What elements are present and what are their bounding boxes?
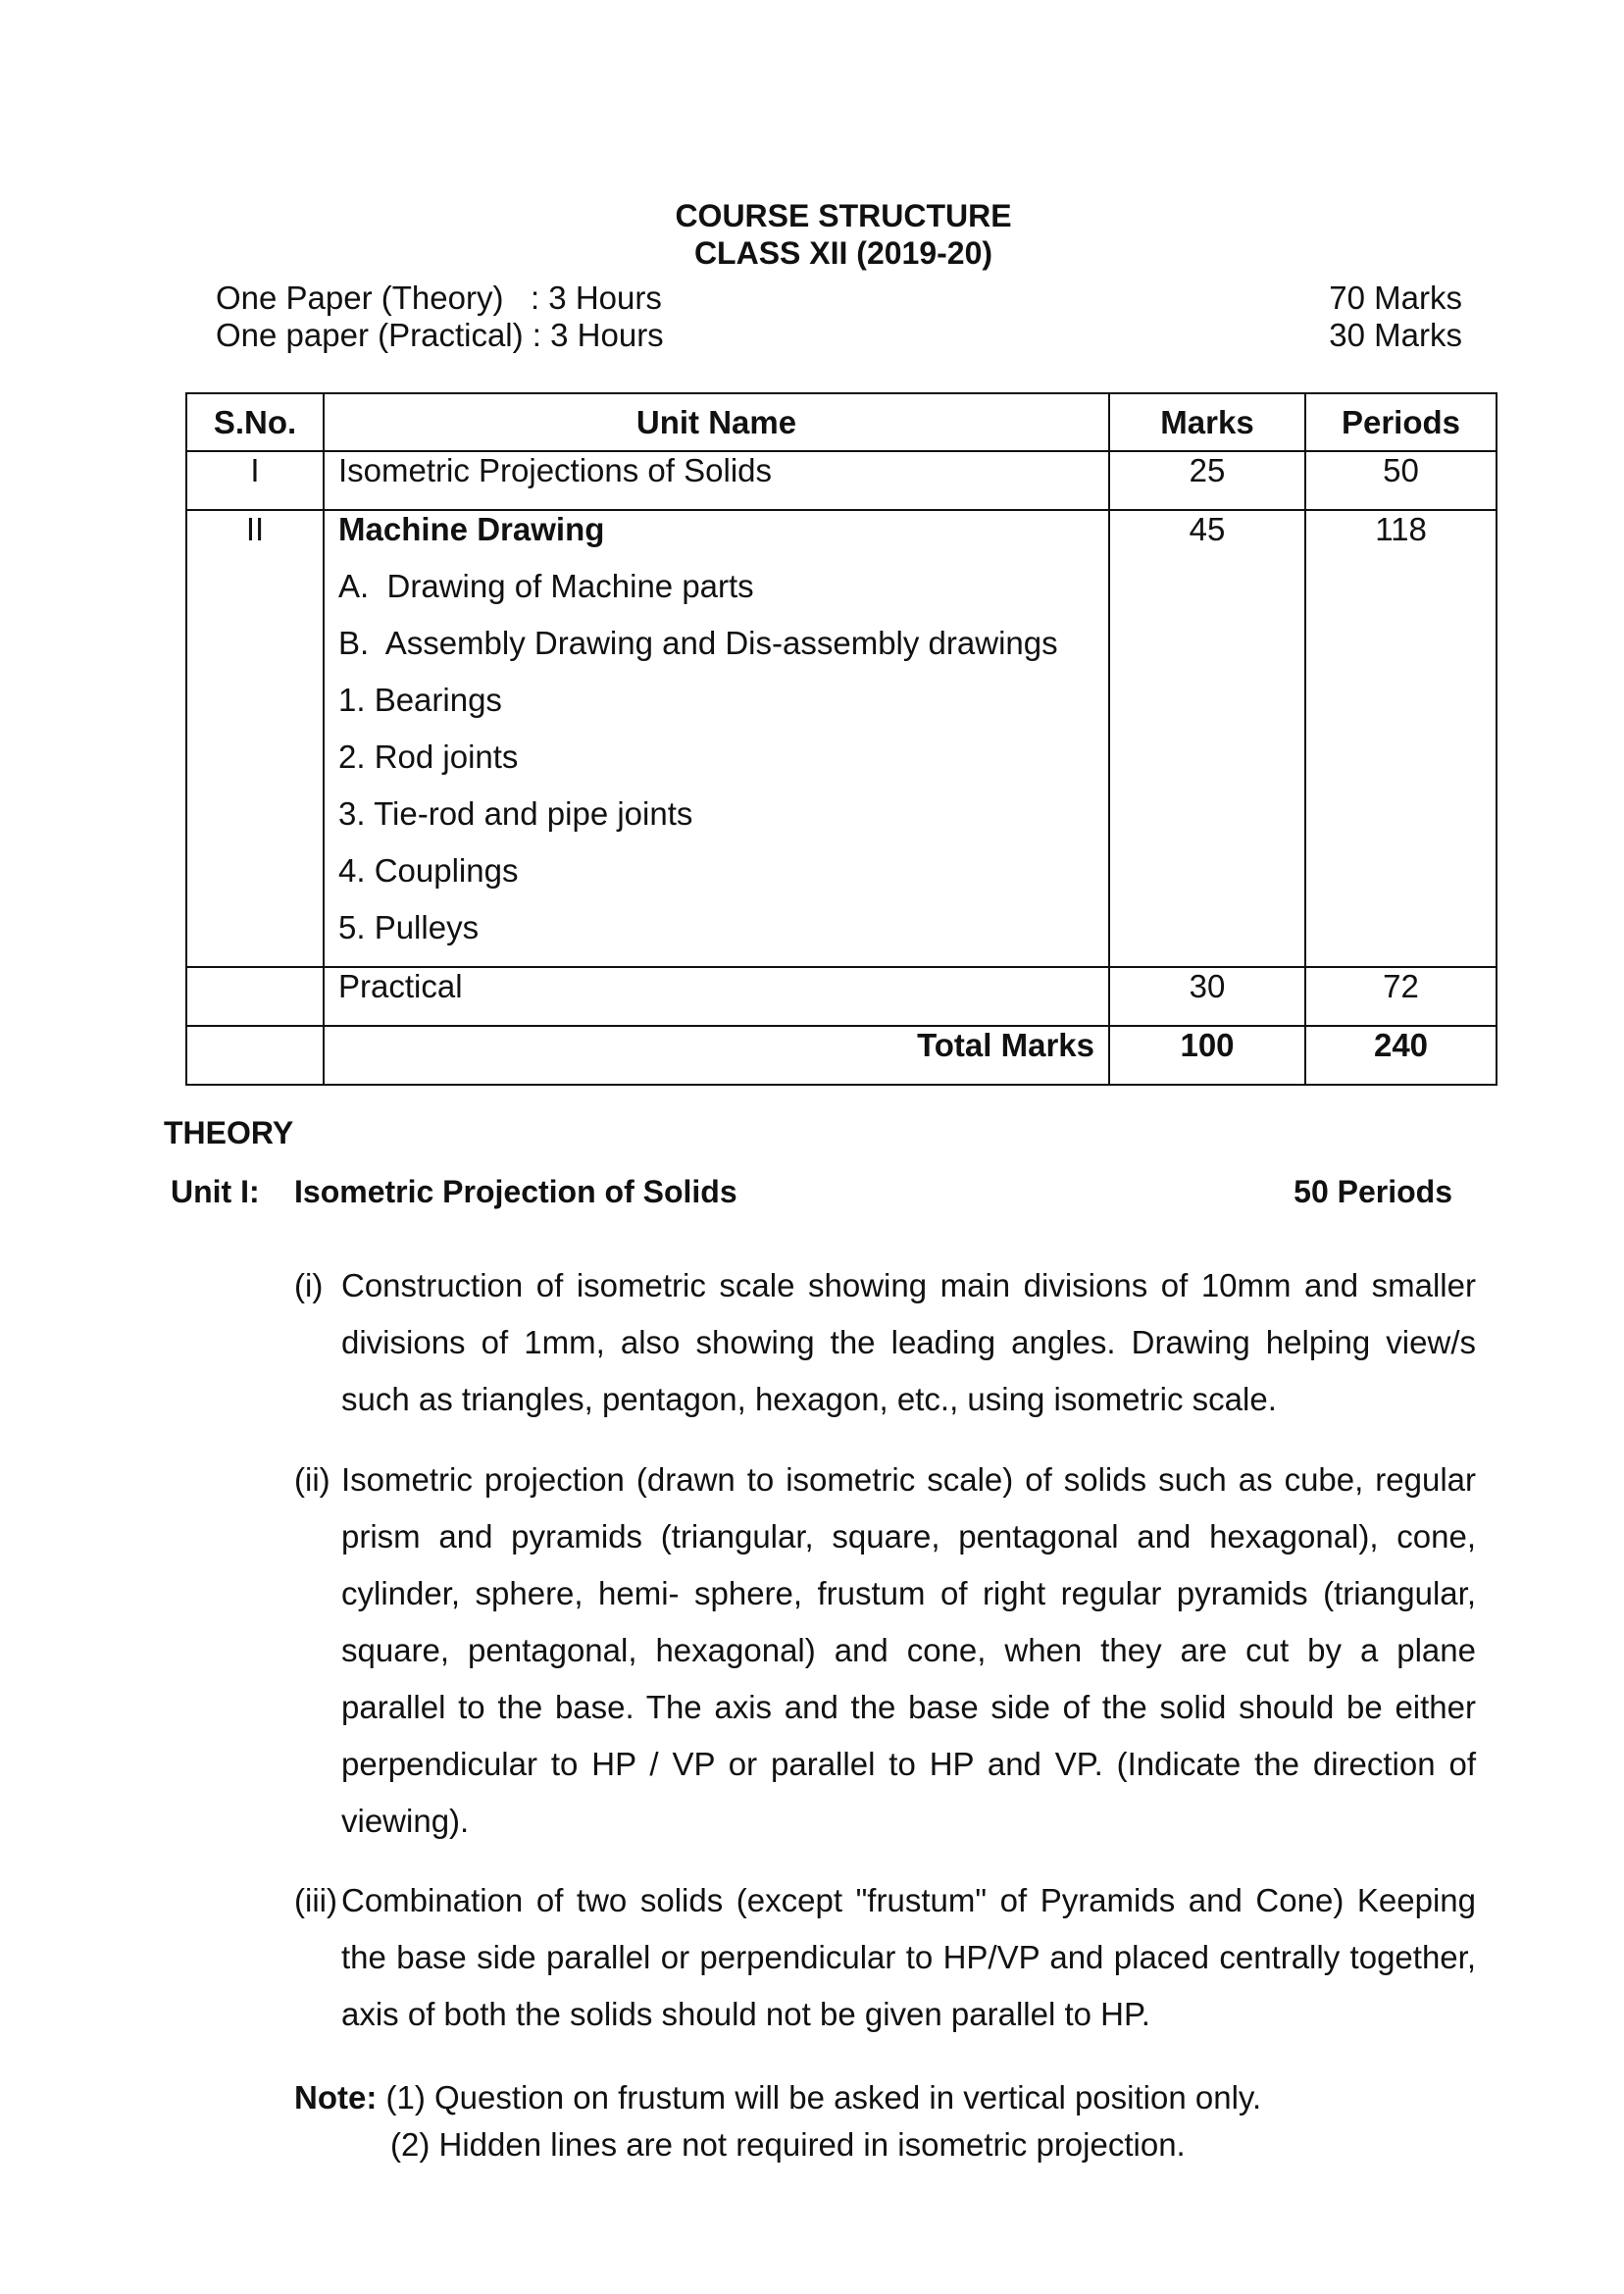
note-label: Note: xyxy=(294,2079,378,2116)
list-item: A. Drawing of Machine parts xyxy=(338,568,754,604)
table-row xyxy=(186,451,1497,510)
theory-heading: THEORY xyxy=(164,1115,294,1150)
total-sno-empty xyxy=(186,1026,324,1085)
unit-item-list xyxy=(338,511,1094,966)
column-header-sno: S.No. xyxy=(186,393,324,451)
row-marks: 30 xyxy=(1109,967,1305,1026)
table-row xyxy=(186,967,1497,1026)
theory-marks: 70 Marks xyxy=(1329,280,1462,316)
column-header-unit-name: Unit Name xyxy=(324,393,1109,451)
practical-marks: 30 Marks xyxy=(1329,317,1462,353)
total-periods: 240 xyxy=(1305,1026,1497,1085)
document-subtitle: CLASS XII (2019-20) xyxy=(693,235,993,271)
table-row xyxy=(186,510,1497,967)
item-text: Combination of two solids (except "frustum" of Pyramids and Cone) Keeping the base side parallel or perpendicular to HP/VP and placed centrally together, axis of both the solids should not be given parallel to HP. xyxy=(341,1882,1476,2032)
row-sno: II xyxy=(186,510,324,967)
note xyxy=(294,2069,1261,2126)
row-marks: 25 xyxy=(1109,451,1305,510)
unit-periods: 50 Periods xyxy=(1294,1174,1452,1209)
note-1: (1) Question on frustum will be asked in vertical position only. xyxy=(385,2079,1262,2116)
item-text: Construction of isometric scale showing main divisions of 10mm and smaller divisions of 1mm, also showing the leading angles. Drawing helping view/s such as triangles, pentagon, hexagon, etc., using isometric scale. xyxy=(341,1267,1476,1417)
theory-paper-duration: One Paper (Theory) : 3 Hours xyxy=(216,280,662,316)
column-header-periods: Periods xyxy=(1305,393,1497,451)
list-item: 5. Pulleys xyxy=(338,909,480,945)
list-item: 2. Rod joints xyxy=(338,739,519,775)
document-title: COURSE STRUCTURE xyxy=(675,198,1012,233)
list-item: Machine Drawing xyxy=(338,511,605,547)
row-unit-name: Practical xyxy=(324,967,1109,1026)
table-total-row xyxy=(186,1026,1497,1085)
note-2: (2) Hidden lines are not required in isometric projection. xyxy=(390,2126,1186,2163)
column-header-marks: Marks xyxy=(1109,393,1305,451)
item-number: (ii) xyxy=(294,1461,330,1498)
unit-number: Unit I: xyxy=(171,1174,260,1209)
syllabus-item xyxy=(294,1452,1476,1850)
item-number: (iii) xyxy=(294,1882,337,1918)
syllabus-item xyxy=(294,1257,1476,1428)
row-marks: 45 xyxy=(1109,510,1305,967)
total-marks: 100 xyxy=(1109,1026,1305,1085)
syllabus-item xyxy=(294,1872,1476,2043)
item-text: Isometric projection (drawn to isometric scale) of solids such as cube, regular prism and pyramids (triangular, square, pentagonal and hexagonal), cone, cylinder, sphere, hemi- sphere, frustum of right regular pyramids (triangular, square, pentagonal, hexagonal) and cone, when they are cut by a plane parallel to the base. The axis and the base side of the solid should be either perpendicular to HP / VP or parallel to HP and VP. (Indicate the direction of viewing). xyxy=(341,1461,1476,1839)
total-label: Total Marks xyxy=(324,1026,1109,1085)
item-number: (i) xyxy=(294,1267,324,1303)
list-item: 3. Tie-rod and pipe joints xyxy=(338,795,693,832)
list-item: 4. Couplings xyxy=(338,852,519,889)
unit-title: Isometric Projection of Solids xyxy=(294,1174,737,1209)
course-structure-table xyxy=(185,392,1497,1086)
row-unit-name xyxy=(324,510,1109,967)
list-item: B. Assembly Drawing and Dis-assembly drawings xyxy=(338,625,1058,661)
table-header-row xyxy=(186,393,1497,451)
practical-paper-duration: One paper (Practical) : 3 Hours xyxy=(216,317,664,353)
row-periods: 118 xyxy=(1305,510,1497,967)
row-unit-name: Isometric Projections of Solids xyxy=(324,451,1109,510)
row-sno xyxy=(186,967,324,1026)
list-item: 1. Bearings xyxy=(338,682,502,718)
row-sno: I xyxy=(186,451,324,510)
row-periods: 72 xyxy=(1305,967,1497,1026)
row-periods: 50 xyxy=(1305,451,1497,510)
